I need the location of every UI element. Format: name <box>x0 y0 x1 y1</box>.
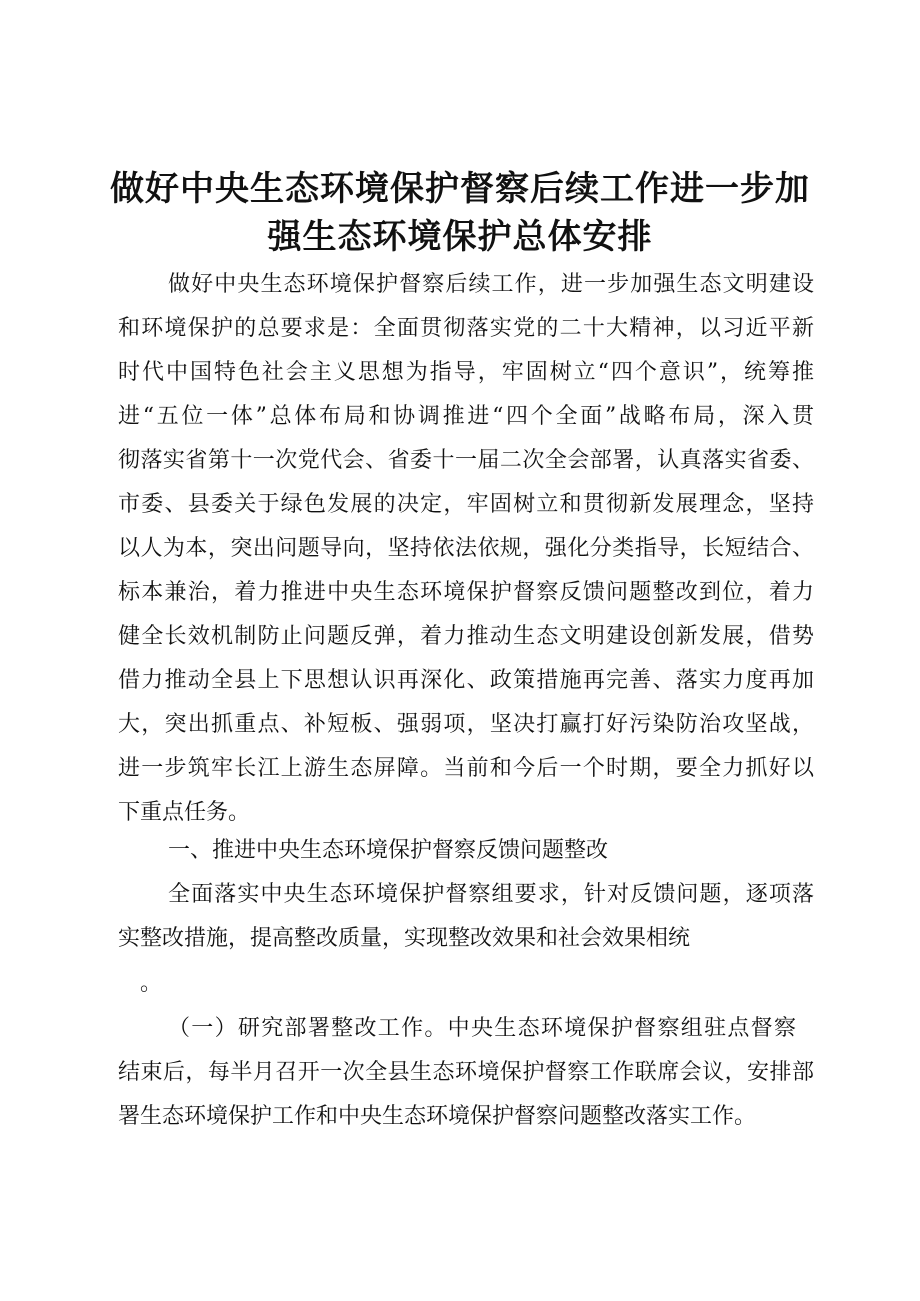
paragraph-1-line: 时代中国特色社会主义思想为指导，牢固树立“四个意识”，统筹推 <box>118 360 814 385</box>
document-title-line-1: 做好中央生态环境保护督察后续工作进一步加 <box>110 169 810 209</box>
paragraph-1-line: 进“五位一体”总体布局和协调推进“四个全面”战略布局，深入贯 <box>118 404 814 429</box>
paragraph-2-line: 实整改措施，提高整改质量，实现整改效果和社会效果相统 <box>118 926 691 951</box>
document-title-line-2: 强生态环境保护总体安排 <box>267 217 653 257</box>
section-1-heading: 一、推进中央生态环境保护督察反馈问题整改 <box>168 838 609 863</box>
paragraph-1-line: 做好中央生态环境保护督察后续工作，进一步加强生态文明建设 <box>168 272 814 297</box>
paragraph-3-line: （一）研究部署整改工作。中央生态环境保护督察组驻点督察 <box>168 1016 796 1041</box>
paragraph-2-line: 全面落实中央生态环境保护督察组要求，针对反馈问题，逐项落 <box>168 882 814 907</box>
paragraph-1-line: 下重点任务。 <box>118 800 251 825</box>
paragraph-1-line: 大，突出抓重点、补短板、强弱项，坚决打赢打好污染防治攻坚战， <box>118 712 814 737</box>
paragraph-1-line: 市委、县委关于绿色发展的决定，牢固树立和贯彻新发展理念，坚持 <box>118 492 814 517</box>
paragraph-1-line: 进一步筑牢长江上游生态屏障。当前和今后一个时期，要全力抓好以 <box>118 756 814 781</box>
paragraph-1-line: 标本兼治，着力推进中央生态环境保护督察反馈问题整改到位，着力 <box>118 580 814 605</box>
paragraph-3-line: 署生态环境保护工作和中央生态环境保护督察问题整改落实工作。 <box>118 1104 757 1129</box>
paragraph-3-line: 结束后，每半月召开一次全县生态环境保护督察工作联席会议，安排部 <box>118 1060 814 1085</box>
paragraph-1-line: 以人为本，突出问题导向，坚持依法依规，强化分类指导，长短结合、 <box>118 536 814 561</box>
paragraph-1-line: 健全长效机制防止问题反弹，着力推动生态文明建设创新发展，借势 <box>118 624 814 649</box>
paragraph-1-line: 彻落实省第十一次党代会、省委十一届二次全会部署，认真落实省委、 <box>118 448 814 473</box>
paragraph-1-line: 借力推动全县上下思想认识再深化、政策措施再完善、落实力度再加 <box>118 668 814 693</box>
paragraph-2-tail: 。 <box>140 971 163 996</box>
paragraph-1-line: 和环境保护的总要求是：全面贯彻落实党的二十大精神，以习近平新 <box>118 316 814 341</box>
